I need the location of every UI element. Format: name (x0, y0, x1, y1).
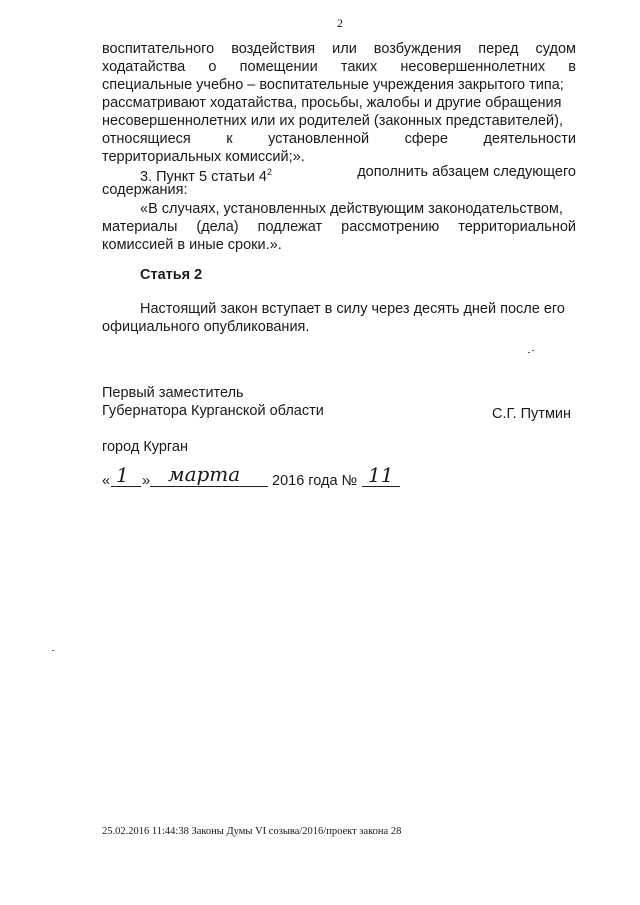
day-underline (111, 486, 141, 487)
signatory-name: С.Г. Путмин (492, 406, 572, 422)
date-close-quote: » (142, 473, 151, 489)
quote-line-3: комиссией в иные сроки.». (102, 237, 282, 253)
date-open-quote: « (102, 473, 111, 489)
body-line-4: рассматривают ходатайства, просьбы, жалобы и другие обращения (102, 95, 562, 111)
body-line-2: ходатайства о помещении таких несовершеннолетних в (102, 59, 576, 75)
footer-filepath: 25.02.2016 11:44:38 Законы Думы VI созыва/2016/проект закона 28 (102, 826, 402, 837)
article-line-2: официального опубликования. (102, 319, 310, 335)
body-line-1: воспитательного воздействия или возбуждения перед судом (102, 41, 576, 57)
date-month: марта (168, 462, 241, 486)
number-underline (362, 486, 400, 487)
date-year-text: 2016 года № (272, 473, 358, 489)
place: город Курган (102, 439, 188, 455)
point-3-tail: дополнить абзацем следующего (357, 164, 576, 180)
article-heading: Статья 2 (140, 267, 203, 283)
quote-line-1: «В случаях, установленных действующим законодательством, (140, 201, 563, 217)
signatory-title-1: Первый заместитель (102, 385, 244, 401)
signatory-title-2: Губернатора Курганской области (102, 403, 324, 419)
body-line-3: специальные учебно – воспитательные учреждения закрытого типа; (102, 77, 564, 93)
article-line-1: Настоящий закон вступает в силу через десять дней после его (140, 301, 565, 317)
point-3-text: 3. Пункт 5 статьи 4 (140, 169, 267, 185)
scan-speck (528, 352, 530, 353)
month-underline (150, 486, 268, 487)
superscript-2: 2 (266, 167, 272, 177)
body-line-7: территориальных комиссий;». (102, 149, 305, 165)
quote-line-2: материалы (дела) подлежат рассмотрению территориальной (102, 219, 576, 235)
page-number: 2 (337, 16, 343, 30)
point-3-line (140, 163, 576, 186)
date-day: 1 (116, 463, 129, 487)
scan-speck (52, 650, 54, 651)
date-number: 11 (368, 463, 394, 487)
body-line-6: относящиеся к установленной сфере деятельности (102, 131, 576, 147)
body-line-9: содержания: (102, 182, 188, 198)
scan-speck (532, 350, 534, 351)
body-line-5: несовершеннолетних или их родителей (законных представителей), (102, 113, 563, 129)
